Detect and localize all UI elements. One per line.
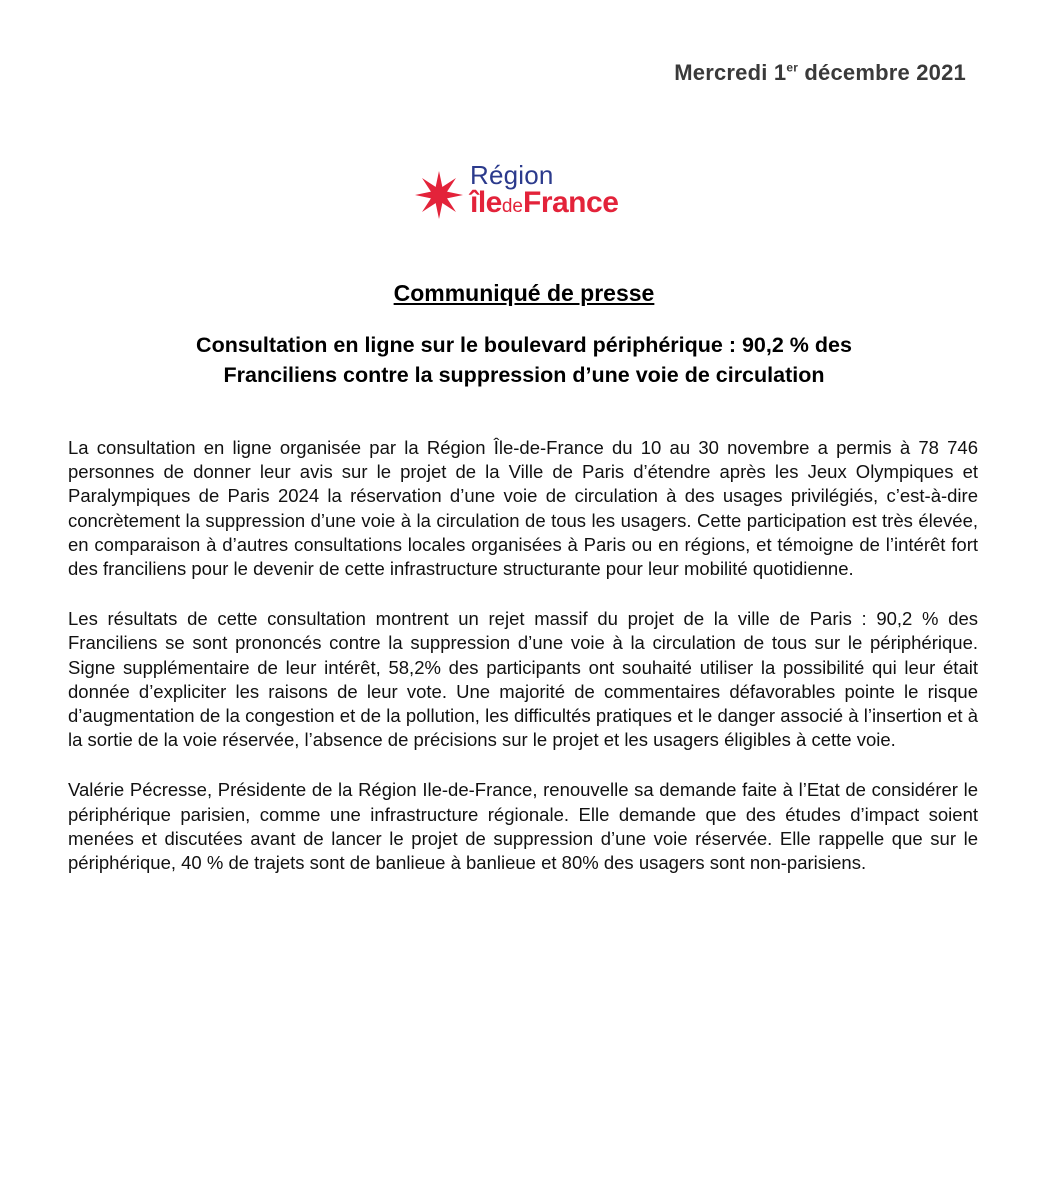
date-suffix: décembre 2021: [798, 60, 966, 85]
page-title: Communiqué de presse: [393, 280, 655, 306]
star-icon: [414, 170, 464, 220]
paragraph: Valérie Pécresse, Présidente de la Région Ile-de-France, renouvelle sa demande faite à l’Etat de considérer le périphérique parisien, comme une infrastructure régionale. Elle demande que des études d’impact soient menées et discutées avant de lancer le projet de suppression d’une voie réservée. Elle rappelle que sur le périphérique, 40 % de trajets sont de banlieue à banlieue et 80% des usagers sont non-parisiens.: [68, 779, 978, 874]
logo-de: de: [501, 196, 523, 217]
headline-line-2: Franciliens contre la suppression d’une voie de circulation: [223, 363, 825, 387]
date-superscript: er: [786, 60, 799, 75]
press-release-date: [674, 60, 966, 86]
body-text: [68, 436, 978, 901]
logo-france: France: [523, 186, 619, 219]
headline: [60, 330, 988, 390]
logo-ile: île: [470, 186, 502, 219]
paragraph: La consultation en ligne organisée par la Région Île-de-France du 10 au 30 novembre a permis à 78 746 personnes de donner leur avis sur le projet de la Ville de Paris d’étendre après les Jeux Olympiques et Paralympiques de Paris 2024 la réservation d’une voie de circulation à des usages privilégiés, c’est-à-dire concrètement la suppression d’une voie à la circulation de tous les usagers. Cette participation est très élevée, en comparaison à d’autres consultations locales organisées à Paris ou en régions, et témoigne de l’intérêt fort des franciliens pour le devenir de cette infrastructure structurante pour leur mobilité quotidienne.: [68, 437, 978, 580]
headline-line-1: Consultation en ligne sur le boulevard périphérique : 90,2 % des: [196, 333, 852, 357]
region-logo: [414, 160, 674, 224]
logo-idf-text: [470, 186, 618, 220]
logo-region-text: Région: [470, 160, 554, 190]
paragraph: Les résultats de cette consultation montrent un rejet massif du projet de la ville de Paris : 90,2 % des Franciliens se sont prononcés contre la suppression d’une voie à la circulation de tous sur le périphérique. Signe supplémentaire de leur intérêt, 58,2% des participants ont souhaité utiliser la possibilité qui leur était donnée d’expliciter les raisons de leur vote. Une majorité de commentaires défavorables pointe le risque d’augmentation de la congestion et de la pollution, les difficultés pratiques et le danger associé à l’insertion et à la sortie de la voie réservée, l’absence de précisions sur le projet et les usagers éligibles à cette voie.: [68, 608, 978, 751]
date-prefix: Mercredi 1: [674, 60, 787, 85]
